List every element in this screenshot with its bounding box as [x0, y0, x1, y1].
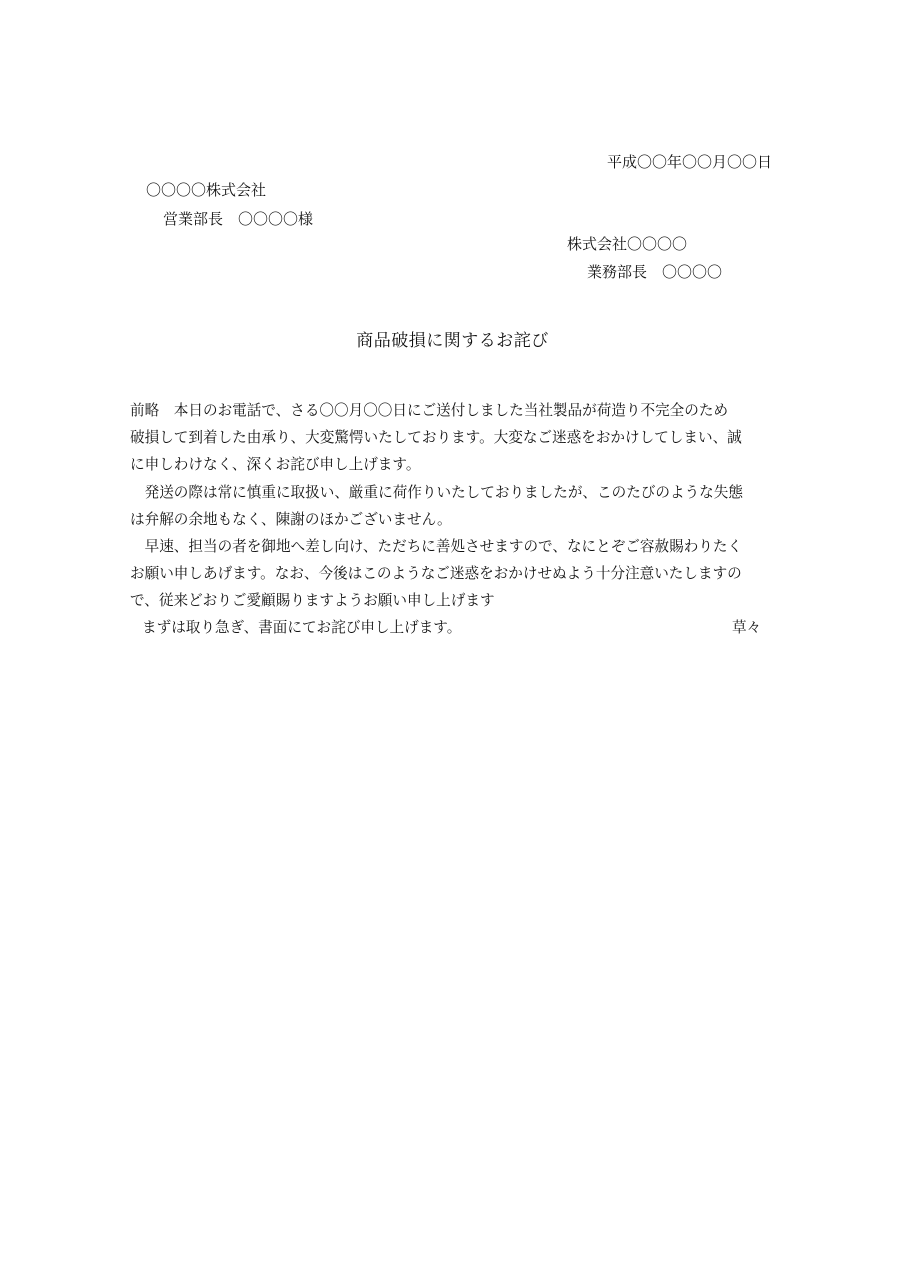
recipient-company: 〇〇〇〇株式会社	[146, 181, 267, 199]
body-line: は弁解の余地もなく、陳謝のほかございません。	[130, 510, 452, 528]
sender-person: 業務部長 〇〇〇〇	[587, 263, 723, 281]
closing-row	[130, 618, 770, 648]
body-line: 破損して到着した由承り、大変驚愕いたしております。大変なご迷惑をおかけしてしまい、誠	[130, 429, 742, 447]
letter-subject: 商品破損に関するお詫び	[356, 331, 549, 351]
body-line: 発送の際は常に慎重に取扱い、厳重に荷作りいたしておりましたが、このたびのような失態	[130, 483, 743, 501]
body-line: 前略 本日のお電話で、さる〇〇月〇〇日にご送付しました当社製品が荷造り不完全のため	[130, 402, 729, 419]
closing-word: 草々	[732, 618, 762, 636]
body-line: お願い申しあげます。なお、今後はこのようなご迷惑をおかけせぬよう十分注意いたしますの	[130, 565, 742, 583]
body-line: 早速、担当の者を御地へ差し向け、ただちに善処させますので、なにとぞご容赦賜わりたく	[130, 537, 743, 555]
body-line: に申しわけなく、深くお詫び申し上げます。	[130, 456, 421, 474]
letter-body	[130, 403, 770, 648]
recipient-person: 営業部長 〇〇〇〇様	[163, 210, 314, 228]
body-line: で、従来どおりご愛顧賜りますようお願い申し上げます	[130, 592, 495, 610]
closing-sentence: まずは取り急ぎ、書面にてお詫び申し上げます。	[142, 618, 462, 636]
sender-company: 株式会社〇〇〇〇	[567, 235, 688, 253]
letter-date: 平成〇〇年〇〇月〇〇日	[606, 153, 772, 171]
